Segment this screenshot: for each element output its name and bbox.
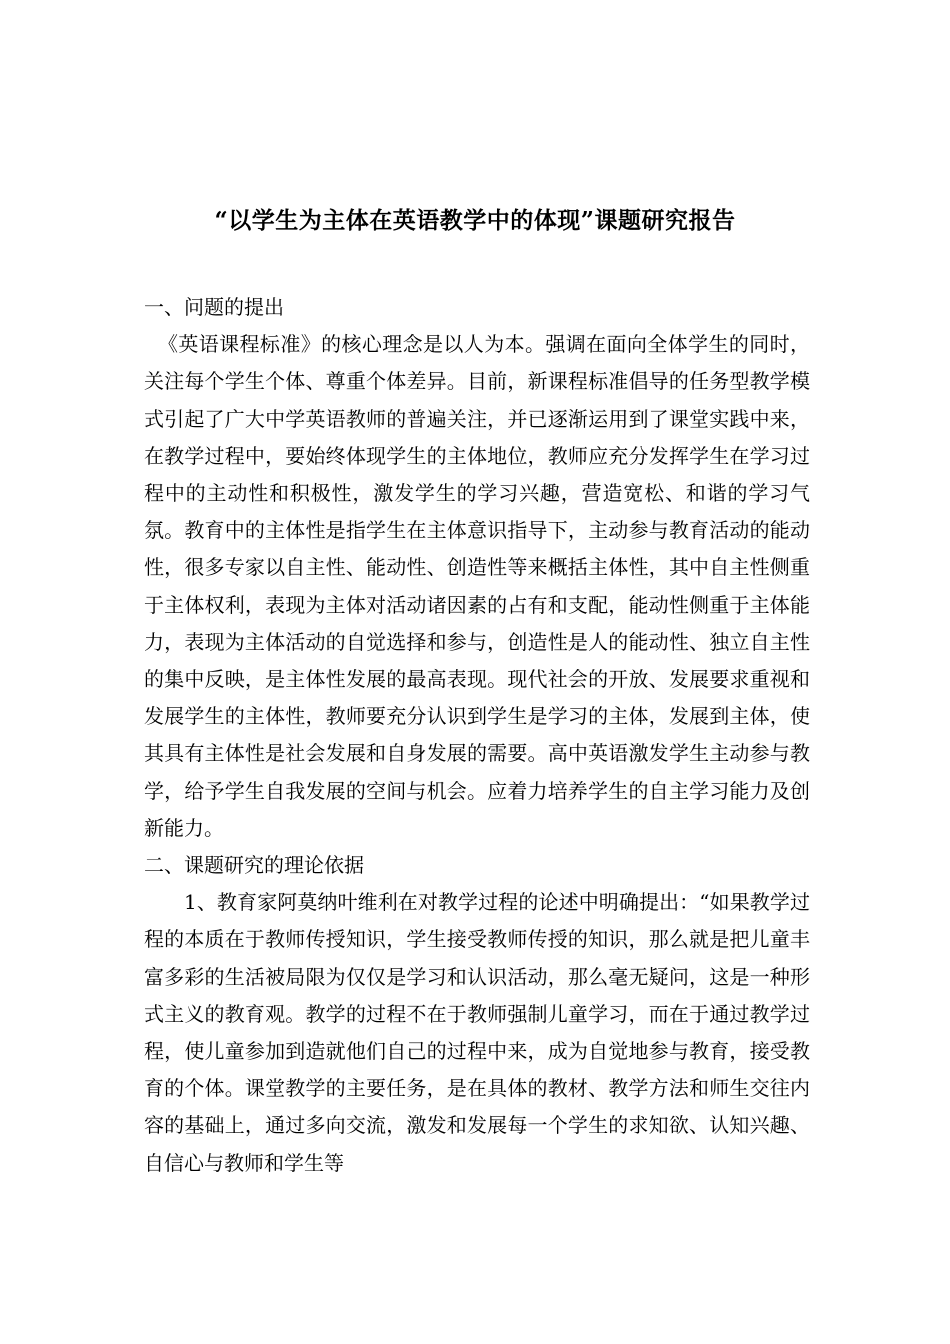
section-paragraph-1: 《英语课程标准》的核心理念是以人为本。强调在面向全体学生的同时，关注每个学生个体、尊重个体差异。目前，新课程标准倡导的任务型教学模式引起了广大中学英语教师的普遍关注，并已逐渐运用到了课堂实践中来，在教学过程中，要始终体现学生的主体地位，教师应充分发挥学生在学习过程中的主动性和积极性，激发学生的学习兴趣，营造宽松、和谐的学习气氛。教育中的主体性是指学生在主体意识指导下，主动参与教育活动的能动性，很多专家以自主性、能动性、创造性等来概括主体性，其中自主性侧重于主体权利，表现为主体对活动诸因素的占有和支配，能动性侧重于主体能力，表现为主体活动的自觉选择和参与，创造性是人的能动性、独立自主性的集中反映，是主体性发展的最高表现。现代社会的开放、发展要求重视和发展学生的主体性，教师要充分认识到学生是学习的主体，发展到主体，使其具有主体性是社会发展和自身发展的需要。高中英语激发学生主动参与教学，给予学生自我发展的空间与机会。应着力培养学生的自主学习能力及创新能力。 (144, 332, 810, 840)
section-paragraph-2: 1、教育家阿莫纳叶维利在对教学过程的论述中明确提出：“如果教学过程的本质在于教师传授知识，学生接受教师传授的知识，那么就是把儿童丰富多彩的生活被局限为仅仅是学习和认识活动，那么毫无疑问，这是一种形式主义的教育观。教学的过程不在于教师强制儿童学习，而在于通过教学过程，使儿童参加到造就他们自己的过程中来，成为自觉地参与教育，接受教育的个体。课堂教学的主要任务，是在具体的教材、教学方法和师生交往内容的基础上，通过多向交流，激发和发展每一个学生的求知欲、认知兴趣、自信心与教师和学生等 (144, 890, 810, 1175)
document-body (144, 289, 810, 1182)
section-heading-1: 一、问题的提出 (144, 295, 284, 319)
section-heading-2: 二、课题研究的理论依据 (144, 853, 364, 878)
document-title: “以学生为主体在英语教学中的体现”课题研究报告 (214, 207, 736, 234)
